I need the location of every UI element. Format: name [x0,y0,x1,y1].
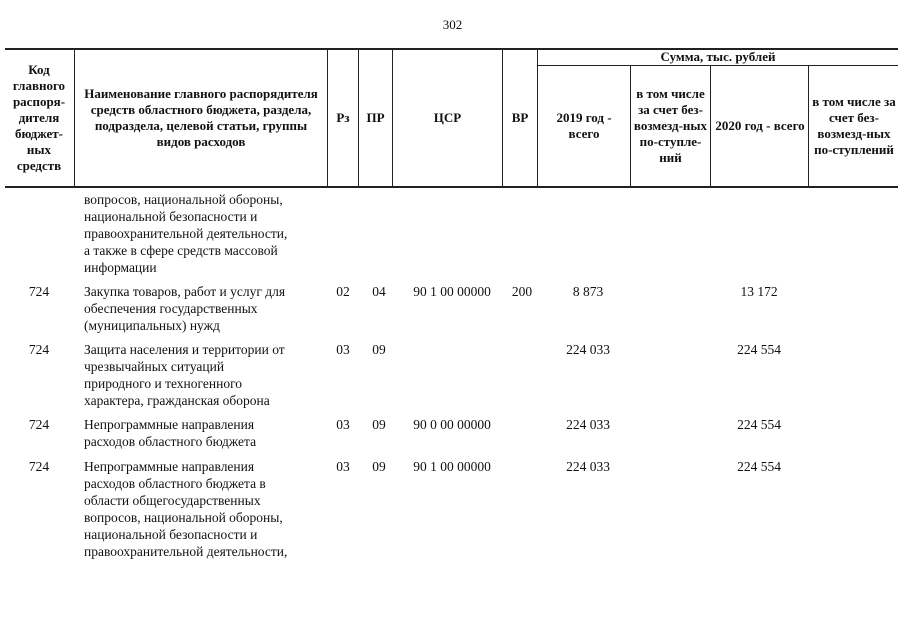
header-incl-2019: в том числе за счет без-возмезд-ных по-ступле-ний [633,86,708,165]
table-row-2-kod: 724 [28,342,50,357]
header-name: Наименование главного распорядителя средств областного бюджета, раздела, подраздела, целевой статьи, группы видов расходов [84,85,318,149]
header-csr: ЦСР [433,109,462,125]
table-row-4-2019: 224 033 [566,459,610,474]
header-kod: Код главного распоря-дителя бюджет-ных средств [12,61,66,173]
header-vr: ВР [511,109,529,125]
table-row-3-rz: 03 [336,417,350,432]
table-row-3-kod: 724 [28,417,50,432]
table-row-1-kod: 724 [28,284,50,299]
col-sep-6 [537,48,538,187]
table-row-1-pr: 04 [372,284,386,299]
header-2020: 2020 год - всего [715,118,805,133]
table-row-3-2020: 224 554 [737,417,781,432]
col-sep-8 [710,65,711,187]
table-row-1-rz: 02 [336,284,350,299]
header-bottom-border [5,186,898,188]
table-row-4-rz: 03 [336,459,350,474]
header-summa: Сумма, тыс. рублей [660,49,776,64]
table-row-1-name: Закупка товаров, работ и услуг для обеспечения государственных (муниципальных) нужд [84,284,286,333]
table-row-3-pr: 09 [372,417,386,432]
table-row-4-pr: 09 [372,459,386,474]
header-incl-2020: в том числе за счет без-возмезд-ных по-ступлений [812,94,896,157]
table-row-3-name: Непрограммные направления расходов областного бюджета [84,417,257,449]
col-sep-9 [808,65,809,187]
header-pr: ПР [366,109,385,125]
table-row-4-csr: 90 1 00 00000 [413,459,491,474]
table-row-2-2020: 224 554 [737,342,781,357]
table-row-3-csr: 90 0 00 00000 [413,417,491,432]
table-row-2-name: Защита населения и территории от чрезвычайных ситуаций природного и техногенного характера, гражданская оборона [84,342,285,408]
col-sep-1 [74,48,75,187]
col-sep-7 [630,65,631,187]
summa-divider [537,65,898,66]
table-row-1-vr: 200 [511,284,533,299]
table-row-3-2019: 224 033 [566,417,610,432]
table-row-2-pr: 09 [372,342,386,357]
table-row-4-name: Непрограммные направления расходов областного бюджета в области общегосударственных вопросов, национальной обороны, национальной безопасности и правоохранительной деятельности, [84,459,288,559]
table-row-2-2019: 224 033 [566,342,610,357]
header-rz: Рз [336,109,350,125]
page-number: 302 [442,17,463,32]
table-row-4-kod: 724 [28,459,50,474]
table-row-4-2020: 224 554 [737,459,781,474]
header-2019: 2019 год - всего [556,110,612,141]
table-row-2-rz: 03 [336,342,350,357]
table-row-1-csr: 90 1 00 00000 [413,284,491,299]
table-row-0-name: вопросов, национальной обороны, национальной безопасности и правоохранительной деятельности, а также в сфере средств массовой информации [84,192,288,275]
table-row-1-2020: 13 172 [740,284,778,299]
table-row-1-2019: 8 873 [572,284,604,299]
